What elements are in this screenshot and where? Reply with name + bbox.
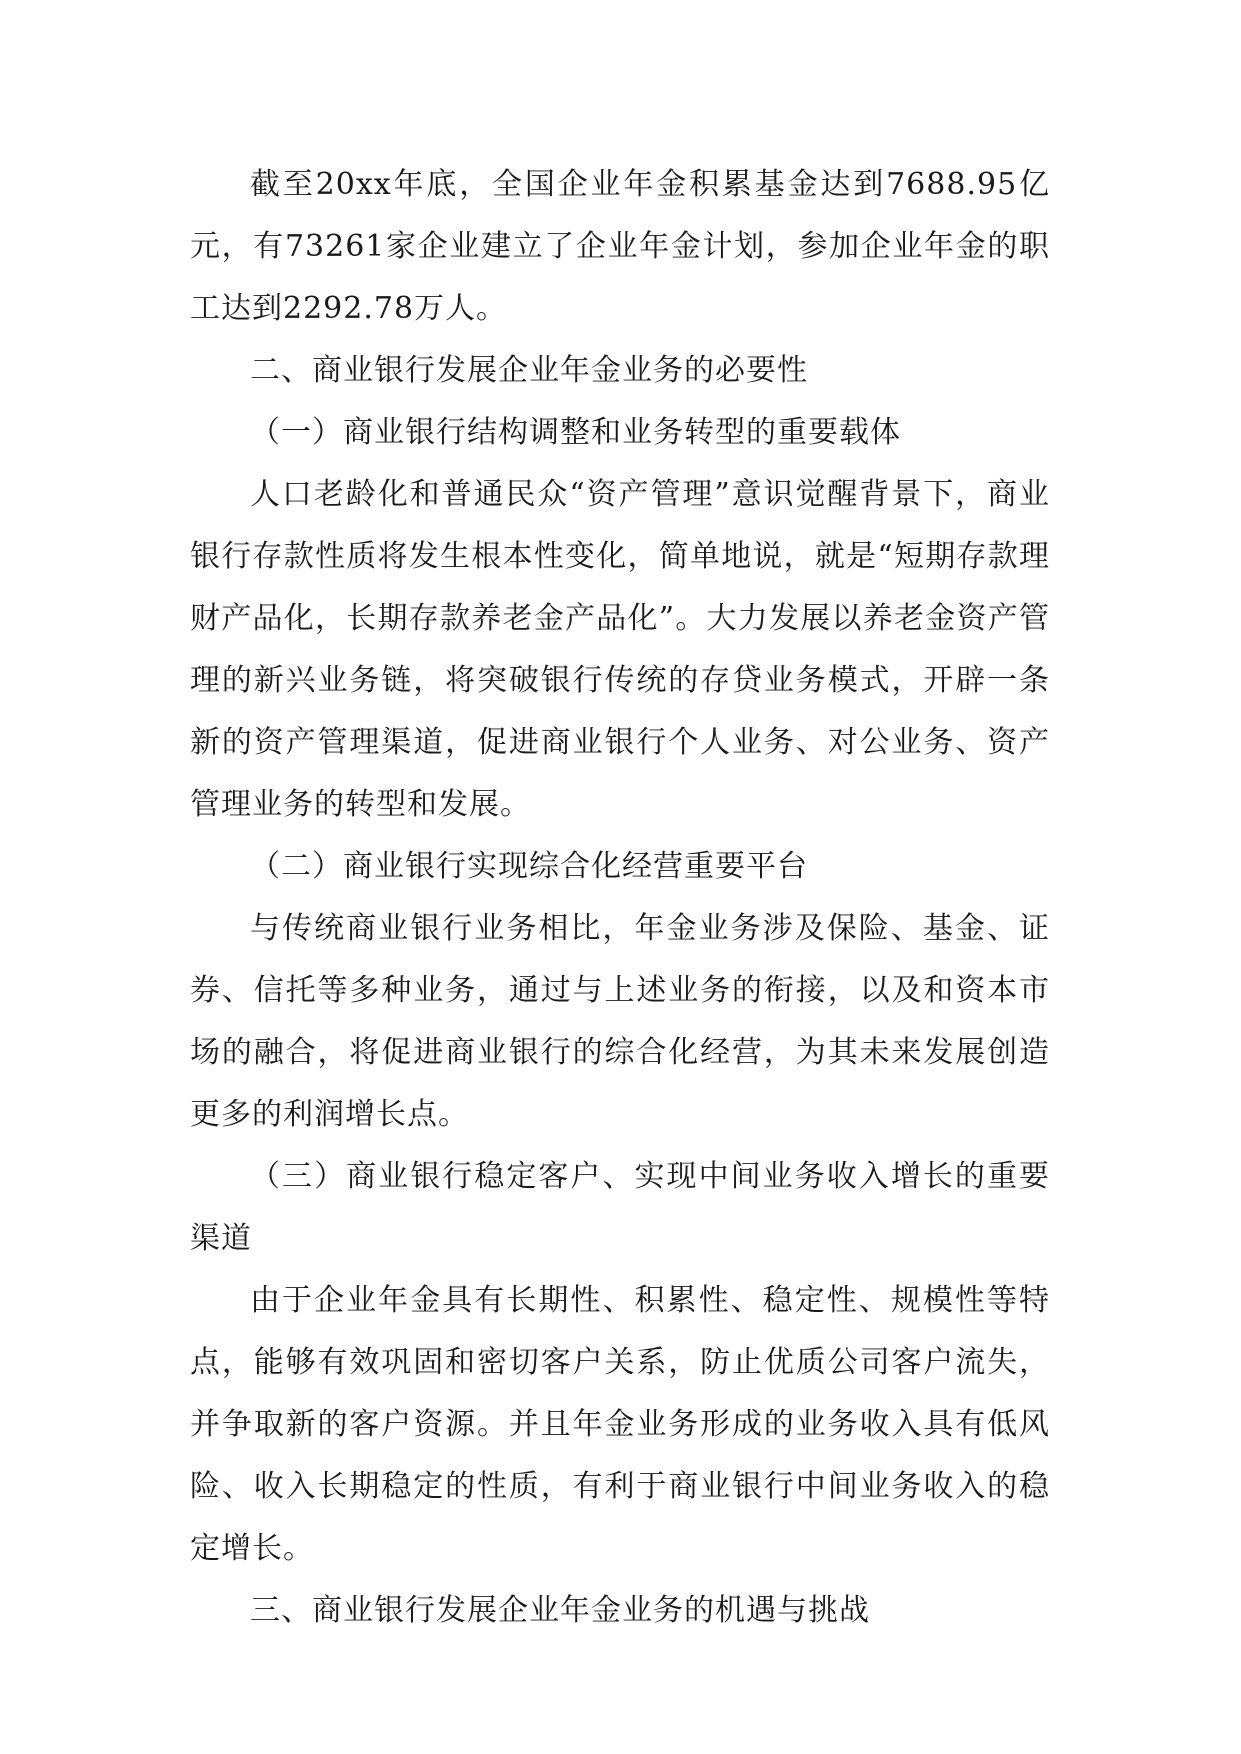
document-body [190,154,1050,1642]
section-heading-2: 二、商业银行发展企业年金业务的必要性 [250,353,808,388]
subsection-heading-2-3: （三）商业银行稳定客户、实现中间业务收入增长的重要渠道 [190,1159,1050,1256]
paragraph-pension-statistics: 截至20xx年底，全国企业年金积累基金达到7688.95亿元，有73261家企业建立了企业年金计划，参加企业年金的职工达到2292.78万人。 [190,167,1050,326]
section-heading-3: 三、商业银行发展企业年金业务的机遇与挑战 [250,1593,870,1628]
paragraph-structural-adjustment: 人口老龄化和普通民众“资产管理”意识觉醒背景下，商业银行存款性质将发生根本性变化，简单地说，就是“短期存款理财产品化，长期存款养老金产品化”。大力发展以养老金资产管理的新兴业务链，将突破银行传统的存贷业务模式，开辟一条新的资产管理渠道，促进商业银行个人业务、对公业务、资产管理业务的转型和发展。 [190,477,1050,822]
paragraph-customer-stability: 由于企业年金具有长期性、积累性、稳定性、规模性等特点，能够有效巩固和密切客户关系，防止优质公司客户流失，并争取新的客户资源。并且年金业务形成的业务收入具有低风险、收入长期稳定的性质，有利于商业银行中间业务收入的稳定增长。 [190,1283,1050,1566]
subsection-heading-2-2: （二）商业银行实现综合化经营重要平台 [250,849,808,884]
paragraph-integrated-operation: 与传统商业银行业务相比，年金业务涉及保险、基金、证券、信托等多种业务，通过与上述业务的衔接，以及和资本市场的融合，将促进商业银行的综合化经营，为其未来发展创造更多的利润增长点。 [190,911,1050,1132]
subsection-heading-2-1: （一）商业银行结构调整和业务转型的重要载体 [250,415,901,450]
